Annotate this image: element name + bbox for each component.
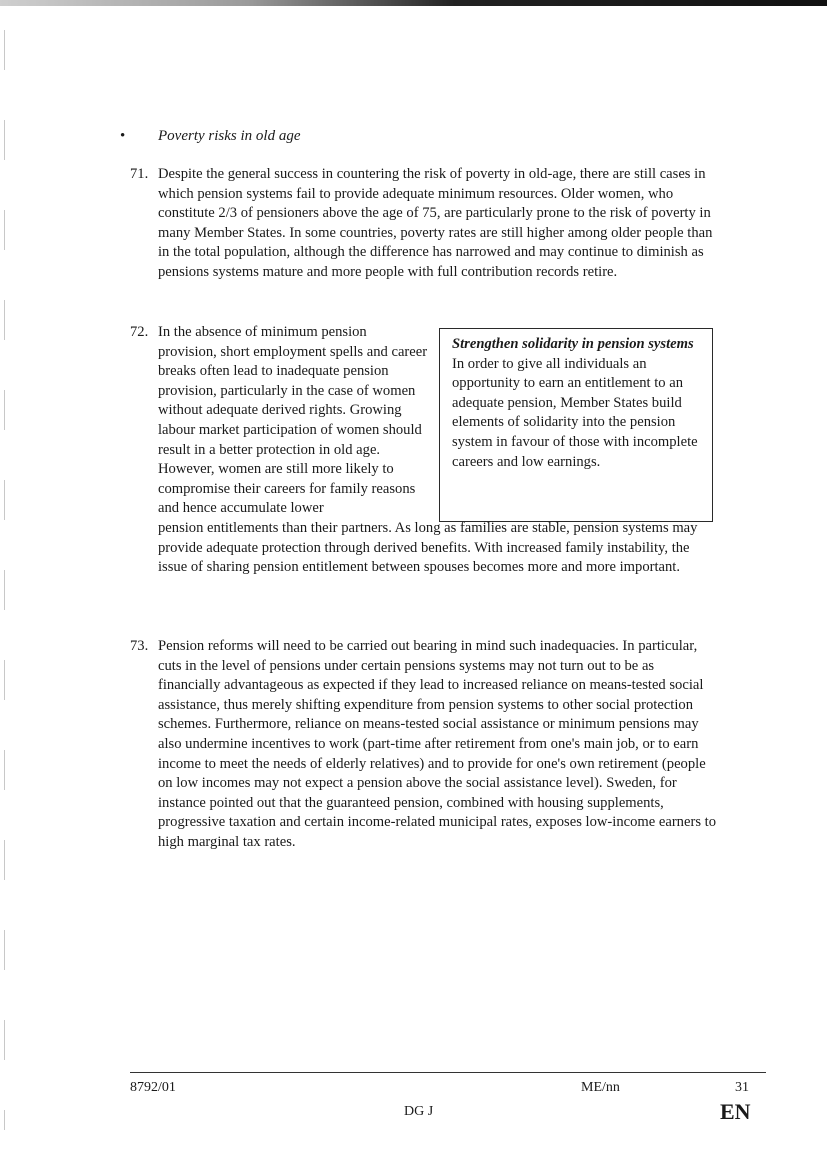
paragraph-73: [130, 637, 720, 853]
document-number: 8792/01: [130, 1080, 176, 1095]
paragraph-text-continued: pension entitlements than their partners. As long as families are stable, pension systems may provide adequate protection through derived benefits. With increased family instability, the issue of sharing pension entitlement between spouses becomes more and more important.: [158, 519, 698, 576]
author-initials: ME/nn: [581, 1080, 620, 1095]
paragraph-number: 71.: [130, 166, 149, 182]
box-text: In order to give all individuals an opportunity to earn an entitlement to an adequate pension, Member States build elements of solidarity into the pension system in favour of those with incomplete careers and low earnings.: [452, 355, 698, 470]
paragraph-text: Pension reforms will need to be carried out bearing in mind such inadequacies. In particular, cuts in the level of pensions under certain pensions systems may not turn out to be as financially advantageous as expected if they lead to increased reliance on means-tested social assistance, thus merely shifting expenditure from pension systems to other social protection schemes. Furthermore, reliance on means-tested social assistance or minimum pensions may also undermine incentives to work (part-time after retirement from one's main job, or to earn income to meet the needs of elderly relatives) and to provide for one's own retirement (people on low incomes may not expect a pension above the social assistance level). Sweden, for instance pointed out that the guaranteed pension, combined with housing supplements, progressive taxation and certain income-related municipal rates, exposes low-income earners to high marginal tax rates.: [158, 638, 716, 850]
paragraph-number: 73.: [130, 638, 149, 654]
bullet-icon: •: [120, 128, 126, 144]
paragraph-text: Despite the general success in countering the risk of poverty in old-age, there are still cases in which pension systems fail to provide adequate minimum resources. Older women, who constitute 2/3 of pensioners above the age of 75, are particularly prone to the risk of poverty in many Member States. In some countries, poverty rates are still higher among older people than in the total population, although the difference has narrowed and may continue to diminish as pensions systems mature and more people with full contribution records retire.: [158, 166, 713, 280]
paragraph-71: [130, 165, 720, 283]
paragraph-text-narrow: In the absence of minimum pension provision, short employment spells and career breaks often lead to inadequate pension provision, particularly in the case of women without adequate derived rights. Growing labour market participation of women should result in a better protection in old age. However, women are still more likely to compromise their careers for family reasons and hence accumulate lower: [158, 324, 428, 517]
directorate-general: DG J: [404, 1104, 434, 1119]
paragraph-number: 72.: [130, 324, 149, 340]
page-number: 31: [735, 1080, 749, 1095]
language-code: EN: [720, 1099, 751, 1124]
footer-divider: [130, 1072, 766, 1073]
solidarity-box: [439, 328, 713, 522]
section-heading-text: Poverty risks in old age: [158, 128, 301, 144]
box-title: Strengthen solidarity in pension systems: [452, 336, 694, 352]
section-heading: [120, 128, 300, 145]
